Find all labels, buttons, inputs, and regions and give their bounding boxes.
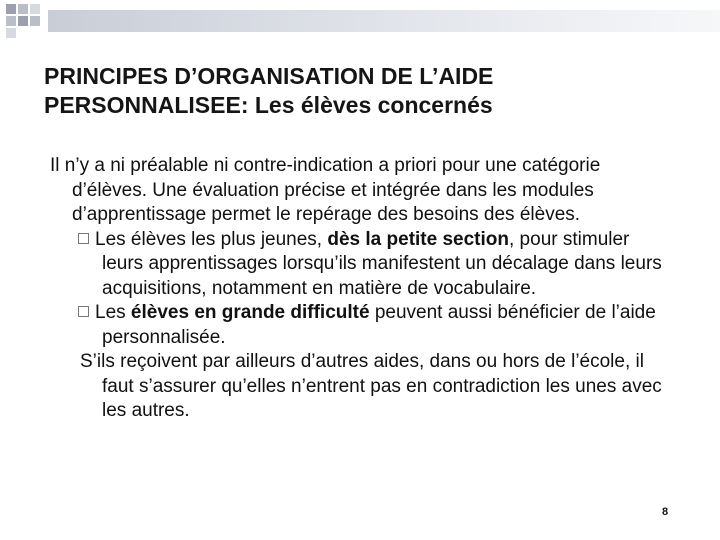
header-decoration bbox=[0, 0, 720, 40]
bullet-item bbox=[50, 228, 670, 302]
bullet-text-before: Les bbox=[95, 302, 131, 323]
decor-square bbox=[30, 4, 40, 14]
page-number: 8 bbox=[662, 506, 669, 518]
hollow-square-icon bbox=[78, 306, 89, 317]
closing-paragraph: S’ils reçoivent par ailleurs d’autres aides, dans ou hors de l’école, il faut s’assurer qu’elles n’entrent pas en contradiction les unes avec les autres. bbox=[80, 351, 662, 421]
decor-square bbox=[6, 28, 16, 38]
slide-title: PRINCIPES D’ORGANISATION DE L’AIDE PERSONNALISEE: Les élèves concernés bbox=[44, 63, 494, 118]
header-gradient-bar bbox=[48, 10, 720, 32]
decor-square bbox=[6, 4, 16, 14]
decor-square bbox=[30, 16, 40, 26]
bullet-text-bold: élèves en grande difficulté bbox=[130, 302, 370, 323]
decor-square bbox=[18, 4, 28, 14]
decor-square bbox=[6, 16, 16, 26]
intro-paragraph: Il n’y a ni préalable ni contre-indication a priori pour une catégorie d’élèves. Une évaluation précise et intégrée dans les modules d’apprentissage permet le repérage des besoins des élèves. bbox=[50, 155, 601, 225]
bullet-text-after: peuvent aussi bénéficier de l’aide personnalisée. bbox=[102, 302, 656, 348]
bullet-text-after: , pour stimuler leurs apprentissages lorsqu’ils manifestent un décalage dans leurs acquisitions, notamment en matière de vocabulaire. bbox=[102, 228, 662, 299]
slide-body bbox=[50, 154, 670, 424]
bullet-text-bold: dès la petite section bbox=[327, 228, 509, 250]
decor-square bbox=[18, 16, 28, 26]
bullet-item bbox=[50, 301, 670, 350]
hollow-square-icon bbox=[78, 233, 89, 244]
bullet-text-before: Les élèves les plus jeunes, bbox=[95, 228, 328, 250]
